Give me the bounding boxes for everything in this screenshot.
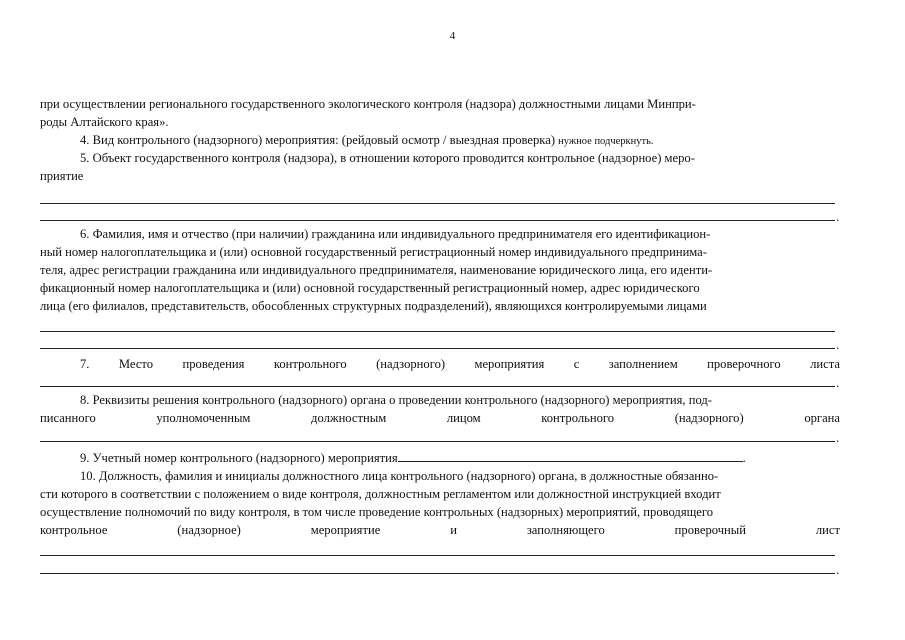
item-6-line-5: лица (его филиалов, представительств, обособленных структурных подразделений), являющихся контролируемыми лицами [40, 299, 707, 313]
item-7-blank-line [40, 386, 835, 387]
item-8-line-1: 8. Реквизиты решения контрольного (надзорного) органа о проведении контрольного (надзорного) мероприятия, под- [80, 393, 712, 407]
item-6-line-2: ный номер налогоплательщика и (или) основной государственный регистрационный номер индивидуального предпринима- [40, 245, 707, 259]
page-number: 4 [449, 30, 456, 42]
item-10-line-2: сти которого в соответствии с положением о виде контроля, должностным регламентом или должностной инструкцией входит [40, 487, 721, 501]
intro-paragraph [40, 95, 840, 131]
item-9-blank-line [398, 449, 743, 462]
item-8 [40, 391, 840, 427]
item-5-line-1: 5. Объект государственного контроля (надзора), в отношении которого проводится контрольное (надзорное) меро- [80, 151, 695, 165]
item-6-period: . [836, 338, 840, 352]
item-5-blank-line-1 [40, 203, 835, 204]
item-9-period: . [742, 451, 746, 465]
item-7: 7. Место проведения контрольного (надзорного) мероприятия с заполнением проверочного листа [80, 357, 840, 371]
item-9 [40, 449, 840, 467]
item-10-line-4: контрольное (надзорное) мероприятие и заполняющего проверочный лист [40, 523, 840, 537]
item-5-line-2: приятие [40, 169, 84, 183]
item-6-blank-line-1 [40, 331, 835, 332]
intro-line-1: при осуществлении регионального государственного экологического контроля (надзора) должностными лицами Минпри- [40, 97, 696, 111]
item-6-line-4: фикационный номер налогоплательщика и (или) основной государственный регистрационный номер, адрес юридического [40, 281, 700, 295]
item-9-text: 9. Учетный номер контрольного (надзорного) мероприятия [80, 451, 398, 465]
intro-line-2: роды Алтайского края». [40, 115, 169, 129]
item-10-line-1: 10. Должность, фамилия и инициалы должностного лица контрольного (надзорного) органа, в должностные обязанно- [80, 469, 719, 483]
item-6-blank-line-2 [40, 348, 835, 349]
item-10-blank-line-2 [40, 573, 835, 574]
item-8-period: . [836, 431, 840, 445]
item-10-blank-line-1 [40, 555, 835, 556]
item-5-blank-line-2 [40, 220, 835, 221]
item-6 [40, 225, 840, 315]
item-4-text: 4. Вид контрольного (надзорного) мероприятия: (рейдовый осмотр / выездная проверка) [80, 133, 556, 147]
item-10-period: . [836, 563, 840, 577]
item-5-period: . [836, 210, 840, 224]
item-8-line-2: писанного уполномоченным должностным лицом контрольного (надзорного) органа [40, 411, 840, 425]
item-5 [40, 149, 840, 185]
item-10 [40, 467, 840, 539]
item-8-blank-line [40, 441, 835, 442]
item-4 [40, 131, 840, 151]
item-6-line-1: 6. Фамилия, имя и отчество (при наличии) гражданина или индивидуального предпринимателя его идентификацион- [80, 227, 711, 241]
item-7-period: . [836, 376, 840, 390]
item-4-note: нужное подчеркнуть. [558, 136, 654, 147]
item-6-line-3: теля, адрес регистрации гражданина или индивидуального предпринимателя, наименование юридического лица, его иденти- [40, 263, 713, 277]
item-10-line-3: осуществление полномочий по виду контроля, в том числе проведение контрольных (надзорных) мероприятий, проводящего [40, 505, 714, 519]
